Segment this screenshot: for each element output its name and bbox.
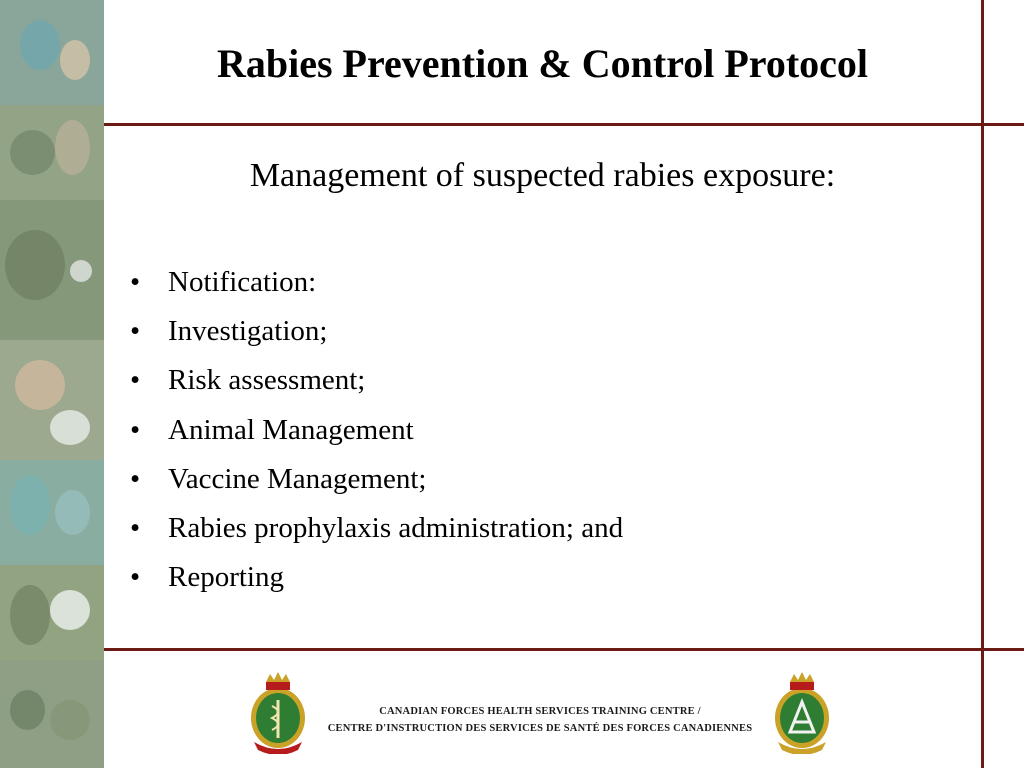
list-item-text: Animal Management	[168, 413, 414, 446]
list-item	[130, 307, 623, 356]
list-item-text: Investigation;	[168, 315, 328, 348]
footer-institution-fr: CENTRE D'INSTRUCTION DES SERVICES DE SANTÉ DES FORCES CANADIENNES	[327, 723, 753, 734]
photo-operating-room	[0, 460, 104, 565]
photo-classroom	[0, 660, 104, 768]
slide-title: Rabies Prevention & Control Protocol	[216, 41, 869, 86]
list-item-text: Notification:	[168, 266, 317, 298]
photo-medics-surgery	[0, 0, 104, 105]
list-item	[130, 553, 623, 602]
list-item-text: Risk assessment;	[168, 364, 366, 397]
list-item	[130, 356, 623, 405]
bullet-list	[130, 258, 623, 602]
footer-institution-en: CANADIAN FORCES HEALTH SERVICES TRAINING CENTRE /	[379, 706, 701, 717]
photo-medical-staff	[0, 105, 104, 200]
medical-branch-crest-icon	[246, 672, 310, 754]
bullet-glyph: •	[130, 315, 141, 348]
list-item-text: Vaccine Management;	[168, 462, 427, 495]
bullet-glyph: •	[130, 561, 141, 594]
title-divider	[104, 123, 1024, 126]
list-item	[130, 455, 623, 504]
photo-red-cross-armband	[0, 340, 104, 460]
footer-divider	[104, 648, 1024, 651]
bullet-glyph: •	[130, 511, 141, 544]
photo-soldier-medic	[0, 200, 104, 340]
list-item	[130, 258, 623, 307]
photo-collage-strip	[0, 0, 104, 768]
bullet-glyph: •	[130, 266, 141, 298]
training-centre-crest-icon	[770, 672, 834, 754]
slide-subtitle: Management of suspected rabies exposure:	[249, 157, 836, 194]
bullet-glyph: •	[130, 413, 141, 446]
list-item-text: Reporting	[168, 561, 284, 594]
list-item	[130, 406, 623, 455]
photo-medic-armband	[0, 565, 104, 660]
bullet-glyph: •	[130, 462, 141, 495]
list-item-text: Rabies prophylaxis administration; and	[168, 511, 624, 544]
right-frame-line	[981, 0, 984, 768]
list-item	[130, 504, 623, 553]
bullet-glyph: •	[130, 364, 141, 397]
